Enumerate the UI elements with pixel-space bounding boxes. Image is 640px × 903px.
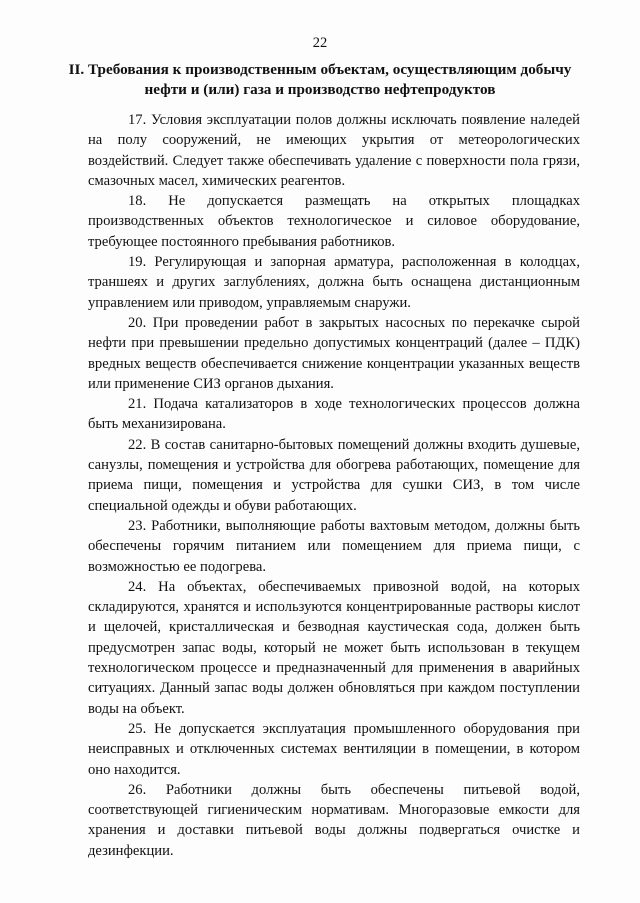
paragraph-18: 18. Не допускается размещать на открытых площадках производственных объектов технологическое и силовое оборудование, требующее постоянного пребывания работников. bbox=[88, 193, 580, 250]
paragraph-25: 25. Не допускается эксплуатация промышленного оборудования при неисправных и отключенных системах вентиляции в помещении, в котором оно находится. bbox=[88, 720, 580, 778]
paragraph-20: 20. При проведении работ в закрытых насосных по перекачке сырой нефти при превышении предельно допустимых концентраций (далее – ПДК) вредных веществ обеспечивается снижение концентрации указанных веществ или применение СИЗ органов дыхания. bbox=[88, 314, 580, 392]
paragraph-17: 17. Условия эксплуатации полов должны исключать появление наледей на полу сооружений, не имеющих укрытия от метеорологических воздействий. Следует также обеспечивать удаление с поверхности пола грязи, смазочных масел, химических реагентов. bbox=[88, 112, 580, 189]
paragraph-21: 21. Подача катализаторов в ходе технологических процессов должна быть механизирована. bbox=[88, 396, 580, 433]
paragraph-22: 22. В состав санитарно-бытовых помещений должны входить душевые, санузлы, помещения и устройства для обогрева работающих, помещение для приема пищи, помещения и устройства для сушки СИЗ, в том числе специальной одежды и обуви работающих. bbox=[88, 436, 580, 514]
section-heading-line-1: II. Требования к производственным объектам, осуществляющим добычу bbox=[68, 61, 572, 78]
page-number: 22 bbox=[312, 35, 328, 51]
paragraph-26: 26. Работники должны быть обеспечены питьевой водой, соответствующей гигиеническим нормативам. Многоразовые емкости для хранения и доставки питьевой воды должны подвергаться очистке и дезинфекции. bbox=[88, 781, 580, 859]
body-text bbox=[88, 110, 580, 861]
section-heading bbox=[60, 60, 580, 100]
paragraph-23: 23. Работники, выполняющие работы вахтовым методом, должны быть обеспечены горячим питанием или помещением для приема пищи, с возможностью ее подогрева. bbox=[88, 517, 580, 575]
paragraph-19: 19. Регулирующая и запорная арматура, расположенная в колодцах, траншеях и других заглублениях, должна быть оснащена дистанционным управлением или приводом, управляемым снаружи. bbox=[88, 254, 580, 311]
section-heading-line-2: нефти и (или) газа и производство нефтепродуктов bbox=[144, 81, 496, 98]
paragraph-24: 24. На объектах, обеспечиваемых привозной водой, на которых складируются, хранятся и используются концентрированные растворы кислот и щелочей, кристаллическая и безводная каустическая сода, должен быть предусмотрен запас воды, который не может быть использован в текущем технологическом процессе и предназначенный для применения в аварийных ситуациях. Данный запас воды должен обновляться при каждом поступлении воды на объект. bbox=[88, 578, 580, 717]
